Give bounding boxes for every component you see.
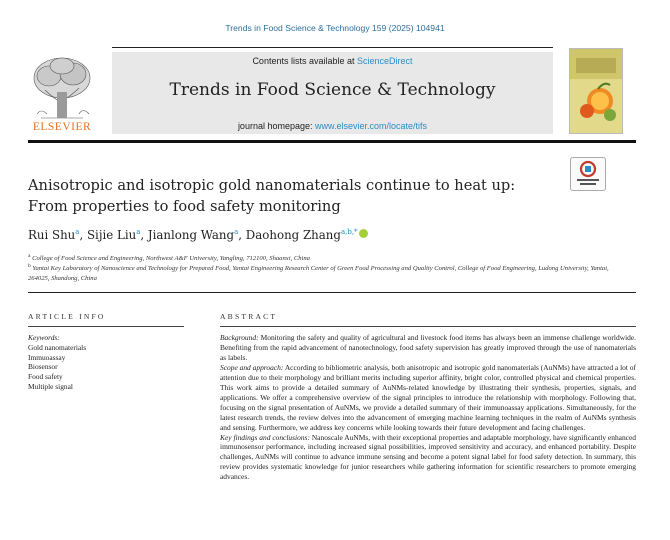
abstract-section-background — [220, 333, 636, 363]
header-rule — [112, 47, 553, 48]
abstract-section-label: Scope and approach: — [220, 362, 284, 372]
publisher-wordmark: ELSEVIER — [32, 121, 92, 133]
abstract-section-text: Nanoscale AuNMs, with their exceptional properties and adaptable morphology, have significantly enhanced immunosensor performance, including increased signal possibilities, improved sensitivity and accuracy, and enhanced portability. Despite challenges, AuNMs will continue to advance immune sensing and become a potent signal label for food safety detection. In summary, this review provides systematic knowledge for junior researchers while gathering information for scientific researchers to promote emerging advances. — [220, 432, 636, 482]
check-for-updates-button[interactable] — [570, 157, 606, 191]
abstract-section-scope — [220, 363, 636, 433]
section-rule — [28, 292, 636, 293]
keyword-item: Multiple signal — [28, 381, 73, 391]
author-affiliation-mark[interactable]: a — [234, 228, 239, 237]
keyword-item: Biosensor — [28, 362, 58, 372]
journal-homepage-link[interactable]: www.elsevier.com/locate/tifs — [315, 121, 428, 131]
affiliation-b — [28, 262, 628, 283]
author-list: Rui Shu$^a$, Sijie Liu$^a$, Jianlong Wang$^a$, Daohong Zhang$^{a,b,*}$ — [28, 228, 368, 242]
article-info-rule — [28, 326, 184, 327]
author-name[interactable]: Rui Shu — [28, 228, 76, 242]
abstract-body — [220, 333, 636, 482]
keyword-item: Immuoassay — [28, 352, 66, 362]
journal-cover-image[interactable] — [569, 48, 623, 134]
keyword-item: Gold nanomaterials — [28, 342, 87, 352]
author-affiliation-mark[interactable]: a — [136, 228, 141, 237]
journal-title: Trends in Food Science & Technology — [169, 80, 496, 100]
cover-art — [570, 49, 622, 133]
check-updates-icon — [571, 158, 605, 190]
masthead-rule — [28, 140, 636, 143]
abstract-section-label: Key findings and conclusions: — [220, 432, 310, 442]
author-name[interactable]: Jianlong Wang — [147, 228, 235, 242]
abstract-heading: ABSTRACT — [220, 312, 278, 321]
abstract-section-label: Background: — [220, 333, 259, 342]
homepage-line — [112, 121, 553, 131]
journal-citation[interactable]: Trends in Food Science & Technology 159 (2025) 104941 — [225, 23, 445, 33]
author-affiliation-mark[interactable]: a — [75, 228, 80, 237]
abstract-rule — [220, 326, 636, 327]
affiliation-text: College of Food Science and Engineering, Northwest A&F University, Yangling, 712100, Shaanxi, China — [32, 255, 310, 263]
affiliation-text: Yantai Key Laboratory of Nanoscience and Technology for Prepared Food, Yantai Engineering Research Center of Green Food Processing and Quality Control, College of Food Engineering, Ludong University, Yantai, 264025, Shandong, China — [28, 265, 609, 282]
abstract-section-text: According to bibliometric analysis, both anisotropic and isotropic gold nanomaterials (AuNMs) have attracted a lot of attention due to their morphology and brilliant merits including superior affinity, bright color, controlled physical and chemical properties. This work aims to provide a detailed summary of AuNMs-related knowledge by illustrating their synthesis, properties, signals, and applications. We offer a comprehensive overview of the signal principles to introduce the relationship with morphology. Following that, focusing on the signal presentation of AuNMs, we provide a detailed summary of their immunoassay applications. Simultaneously, for the latest research trends, the review delves into the advancement of emerging machine learning techniques in the realm of AuNMs synthesis and sensing. Furthermore, we address key concerns while looking towards their future development and facing challenges. — [220, 362, 637, 432]
author-name[interactable]: Sijie Liu — [86, 228, 137, 242]
author-affiliation-mark[interactable]: a,b,* — [340, 228, 358, 237]
abstract-section-text: Monitoring the safety and quality of agricultural and livestock food items has always been an immense challenge worldwide. Benefiting from the rapid advancement of nanotechnology, food safety supervision has greatly improved through the use of nanomaterials as labels. — [220, 333, 637, 362]
contents-line — [112, 56, 553, 66]
article-info-heading: ARTICLE INFO — [28, 312, 106, 321]
affiliation-mark: a — [28, 253, 31, 259]
abstract-section-findings — [220, 433, 636, 483]
sciencedirect-link[interactable]: ScienceDirect — [357, 56, 413, 66]
keyword-item: Food safety — [28, 372, 63, 382]
keywords-label: Keywords: — [28, 333, 60, 342]
author-name[interactable]: Daohong Zhang — [245, 228, 341, 242]
homepage-prefix: journal homepage: — [237, 121, 313, 131]
article-title: Anisotropic and isotropic gold nanomaterials continue to heat up: From properties to food safety monitoring — [28, 177, 516, 215]
affiliation-mark: b — [28, 263, 31, 269]
orcid-icon[interactable] — [359, 229, 368, 238]
contents-prefix: Contents lists available at — [252, 56, 355, 66]
keywords-block — [28, 333, 86, 392]
